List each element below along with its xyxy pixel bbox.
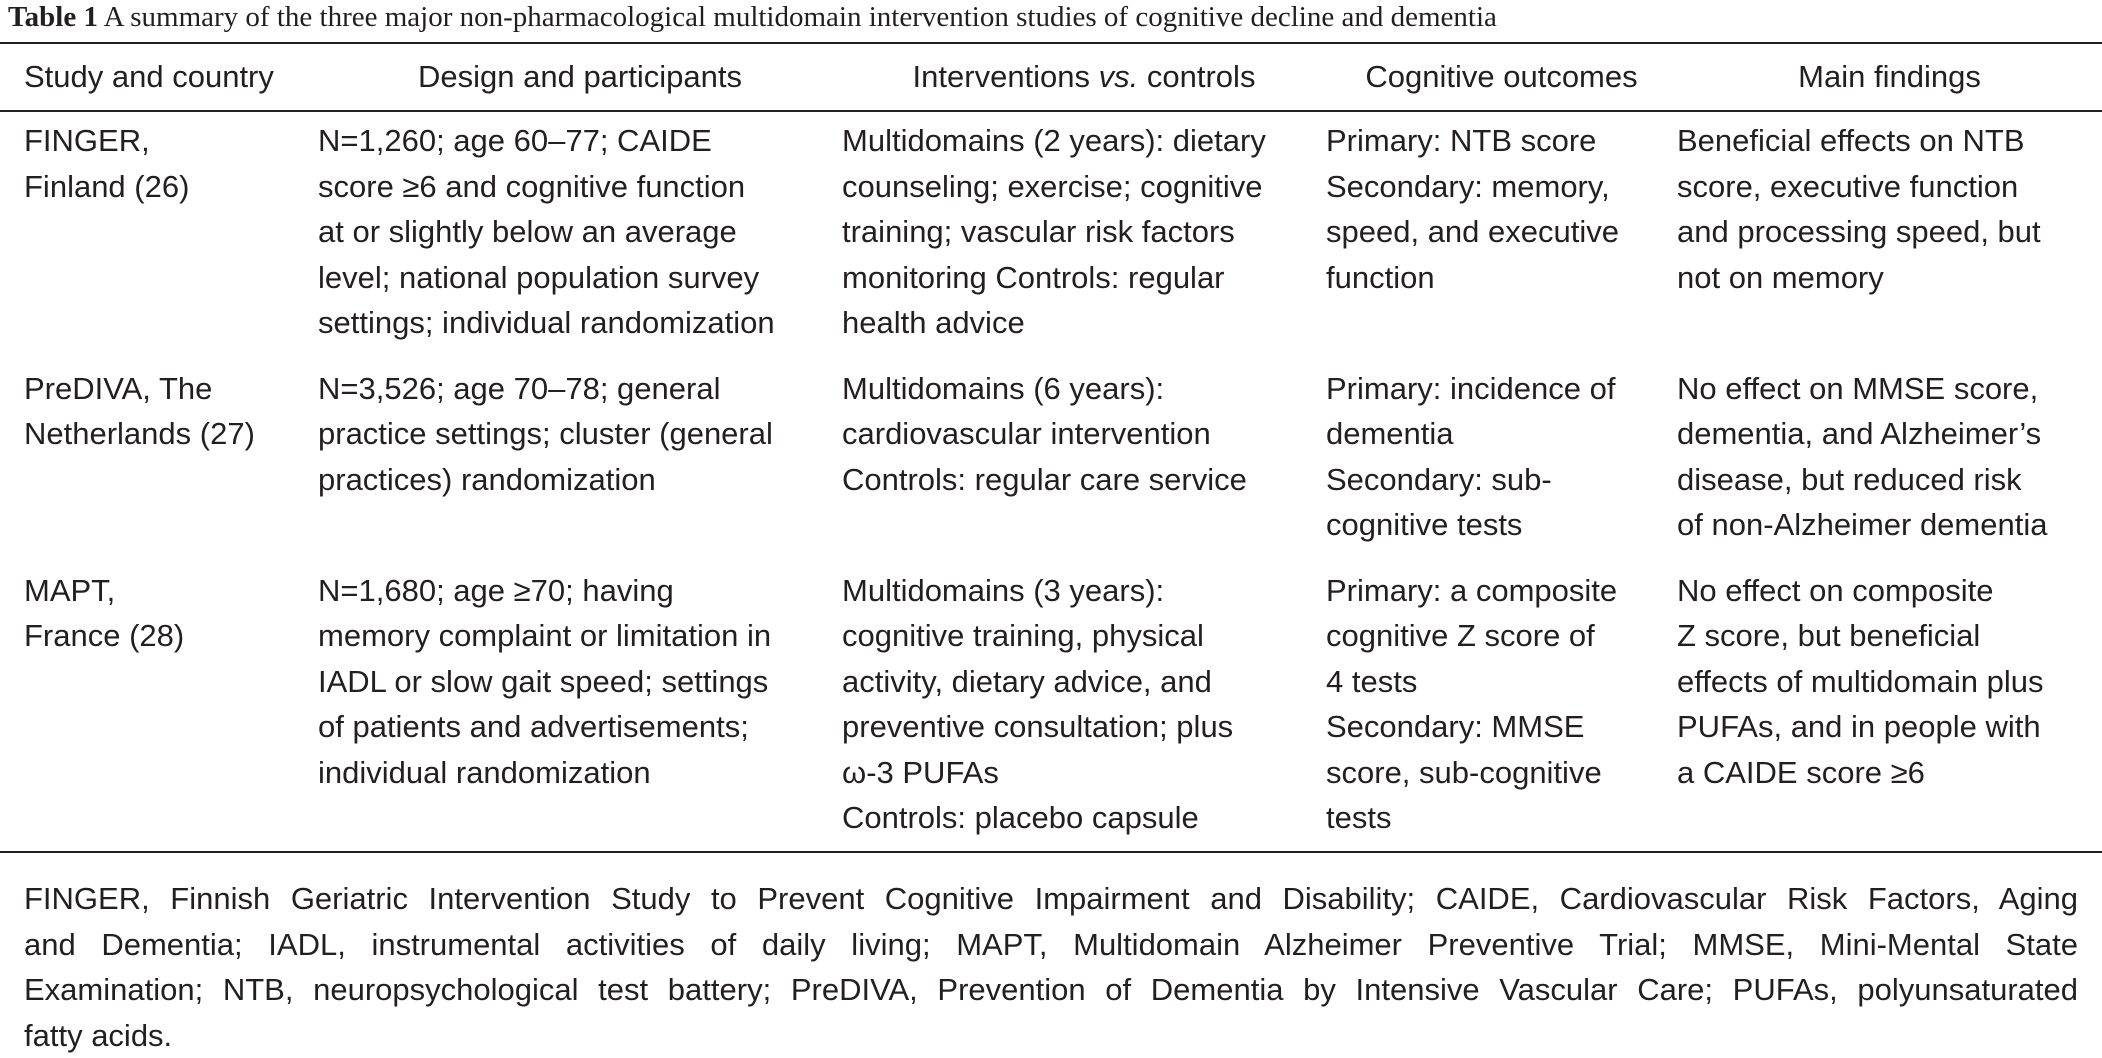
cell-text-line: Secondary: memory, [1326,164,1671,210]
cell-main-findings [1677,360,2102,562]
cell-main-findings [1677,111,2102,360]
cell-text-line: practice settings; cluster (general [318,411,836,457]
cell-cognitive-outcomes [1326,360,1677,562]
header-study-country: Study and country [0,43,318,111]
cell-text-line: Z score, but beneficial [1677,613,2096,659]
cell-text-line: score ≥6 and cognitive function [318,164,836,210]
cell-interventions [842,111,1326,360]
cell-cognitive-outcomes [1326,111,1677,360]
cell-text-line: cognitive Z score of [1326,613,1671,659]
table-caption-label: Table 1 [8,1,98,33]
table-caption-text: A summary of the three major non-pharmacological multidomain intervention studies of cognitive decline and dementia [104,1,1497,33]
cell-cognitive-outcomes [1326,562,1677,852]
cell-text-line: activity, dietary advice, and [842,659,1320,705]
cell-text-line: cognitive tests [1326,502,1671,548]
cell-design-participants [318,360,842,562]
cell-text-line: of patients and advertisements; [318,704,836,750]
cell-text-line: individual randomization [318,750,836,796]
cell-text-line: disease, but reduced risk [1677,457,2096,503]
cell-text-line: Primary: NTB score [1326,118,1671,164]
table-row [0,360,2102,562]
header-interventions-pre: Interventions [913,59,1099,94]
table-body [0,111,2102,852]
header-row [0,43,2102,111]
cell-text-line: counseling; exercise; cognitive [842,164,1320,210]
table-row [0,562,2102,852]
cell-interventions [842,360,1326,562]
cell-text-line: N=1,260; age 60–77; CAIDE [318,118,836,164]
footnote-line: Examination; NTB, neuropsychological test battery; PreDIVA, Prevention of Dementia by Intensive Vascular Care; PUFAs, polyunsaturated [24,967,2078,1013]
cell-main-findings [1677,562,2102,852]
header-interventions-vs: vs. [1099,59,1139,94]
cell-text-line: IADL or slow gait speed; settings [318,659,836,705]
cell-text-line: Finland (26) [24,164,312,210]
header-cognitive-outcomes: Cognitive outcomes [1326,43,1677,111]
cell-text-line: No effect on MMSE score, [1677,366,2096,412]
cell-text-line: tests [1326,795,1671,841]
table-footnote [24,876,2078,1058]
cell-text-line: N=1,680; age ≥70; having [318,568,836,614]
cell-text-line: dementia [1326,411,1671,457]
cell-text-line: a CAIDE score ≥6 [1677,750,2096,796]
cell-interventions [842,562,1326,852]
cell-text-line: Primary: incidence of [1326,366,1671,412]
cell-text-line: cardiovascular intervention [842,411,1320,457]
cell-text-line: health advice [842,300,1320,346]
footnote-line: fatty acids. [24,1013,2078,1058]
cell-study-country [0,111,318,360]
cell-text-line: speed, and executive [1326,209,1671,255]
cell-text-line: France (28) [24,613,312,659]
cell-text-line: effects of multidomain plus [1677,659,2096,705]
cell-text-line: N=3,526; age 70–78; general [318,366,836,412]
cell-text-line: MAPT, [24,568,312,614]
cell-text-line: Controls: placebo capsule [842,795,1320,841]
header-interventions-post: controls [1138,59,1255,94]
cell-text-line: PreDIVA, The [24,366,312,412]
cell-design-participants [318,111,842,360]
cell-text-line: cognitive training, physical [842,613,1320,659]
cell-text-line: Secondary: sub- [1326,457,1671,503]
footnote-line: FINGER, Finnish Geriatric Intervention Study to Prevent Cognitive Impairment and Disability; CAIDE, Cardiovascular Risk Factors, Aging [24,876,2078,922]
cell-text-line: 4 tests [1326,659,1671,705]
cell-study-country [0,360,318,562]
cell-text-line: preventive consultation; plus [842,704,1320,750]
cell-text-line: settings; individual randomization [318,300,836,346]
cell-text-line: Netherlands (27) [24,411,312,457]
cell-text-line: score, executive function [1677,164,2096,210]
footnote-line: and Dementia; IADL, instrumental activities of daily living; MAPT, Multidomain Alzheimer Preventive Trial; MMSE, Mini-Mental State [24,922,2078,968]
cell-text-line: dementia, and Alzheimer’s [1677,411,2096,457]
header-main-findings: Main findings [1677,43,2102,111]
cell-text-line: and processing speed, but [1677,209,2096,255]
cell-text-line: function [1326,255,1671,301]
cell-text-line: not on memory [1677,255,2096,301]
table-row [0,111,2102,360]
cell-text-line: Secondary: MMSE [1326,704,1671,750]
cell-text-line: practices) randomization [318,457,836,503]
cell-text-line: FINGER, [24,118,312,164]
cell-text-line: PUFAs, and in people with [1677,704,2096,750]
cell-text-line: No effect on composite [1677,568,2096,614]
cell-text-line: score, sub-cognitive [1326,750,1671,796]
header-interventions [842,43,1326,111]
cell-text-line: Primary: a composite [1326,568,1671,614]
cell-text-line: training; vascular risk factors [842,209,1320,255]
header-design-participants: Design and participants [318,43,842,111]
cell-text-line: level; national population survey [318,255,836,301]
cell-text-line: Multidomains (3 years): [842,568,1320,614]
table-caption [8,0,2094,34]
cell-text-line: at or slightly below an average [318,209,836,255]
cell-text-line: of non-Alzheimer dementia [1677,502,2096,548]
table-header [0,43,2102,111]
cell-text-line: Multidomains (2 years): dietary [842,118,1320,164]
cell-text-line: Controls: regular care service [842,457,1320,503]
cell-study-country [0,562,318,852]
cell-text-line: memory complaint or limitation in [318,613,836,659]
cell-design-participants [318,562,842,852]
cell-text-line: ω-3 PUFAs [842,750,1320,796]
cell-text-line: Beneficial effects on NTB [1677,118,2096,164]
cell-text-line: monitoring Controls: regular [842,255,1320,301]
cell-text-line: Multidomains (6 years): [842,366,1320,412]
summary-table [0,42,2102,853]
